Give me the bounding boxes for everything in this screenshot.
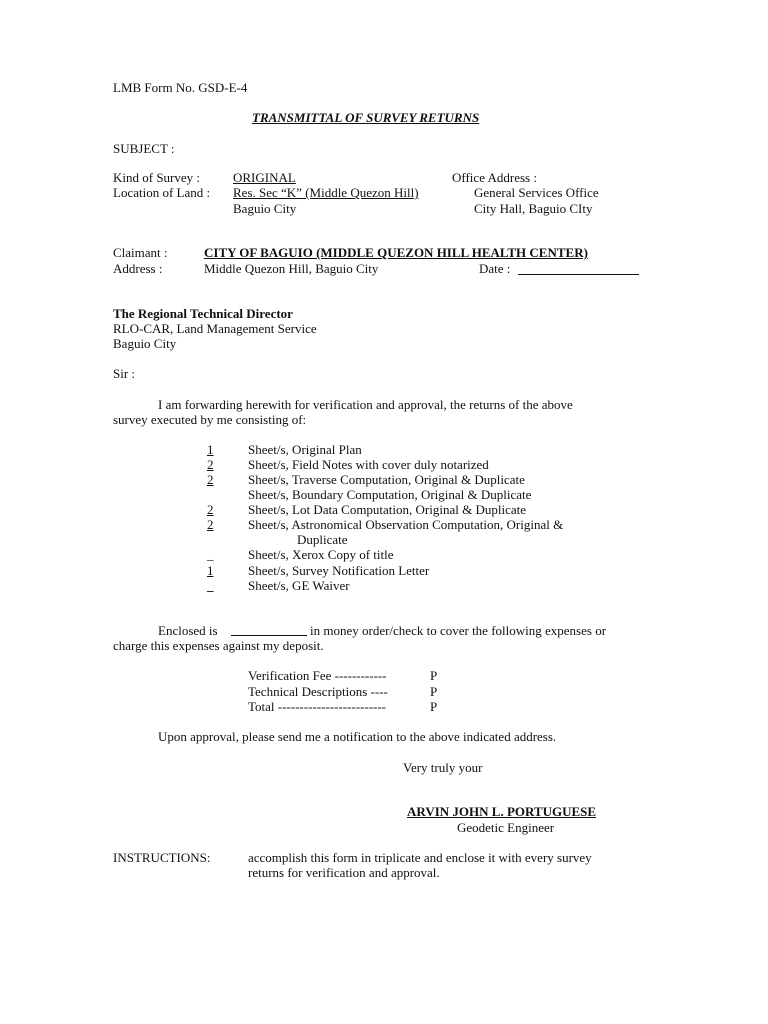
claimant-label: Claimant : xyxy=(113,245,168,260)
sheet-description: Sheet/s, Original Plan xyxy=(248,442,362,457)
form-number: LMB Form No. GSD-E-4 xyxy=(113,80,248,95)
sheet-count: _ xyxy=(207,578,214,593)
fee-currency: P xyxy=(430,699,438,714)
addressee-title: The Regional Technical Director xyxy=(113,306,293,321)
closing-salutation: Very truly your xyxy=(403,760,483,775)
document-title: TRANSMITTAL OF SURVEY RETURNS xyxy=(252,110,480,125)
signatory-name: ARVIN JOHN L. PORTUGUESE xyxy=(407,804,597,819)
sheet-description: Sheet/s, Lot Data Computation, Original & Duplicate xyxy=(248,502,527,517)
location-of-land-label: Location of Land : xyxy=(113,185,211,200)
fee-label: Total ------------------------- xyxy=(248,699,387,714)
subject-label: SUBJECT : xyxy=(113,141,175,156)
sheet-description-continued: Duplicate xyxy=(297,532,348,547)
sheet-description: Sheet/s, Astronomical Observation Computation, Original & xyxy=(248,517,564,532)
sheet-count: 2 xyxy=(207,472,214,487)
sheet-description: Sheet/s, GE Waiver xyxy=(248,578,350,593)
sheet-count: 2 xyxy=(207,457,214,472)
kind-of-survey-value: ORIGINAL xyxy=(233,170,296,185)
sheet-count: 2 xyxy=(207,502,214,517)
address-value: Middle Quezon Hill, Baguio City xyxy=(204,261,379,276)
instructions-line-2: returns for verification and approval. xyxy=(248,865,440,880)
sheet-count: 1 xyxy=(207,442,214,457)
fee-label: Technical Descriptions ---- xyxy=(248,684,388,699)
body-paragraph-line-1: I am forwarding herewith for verification and approval, the returns of the above xyxy=(158,397,573,412)
sheet-count: _ xyxy=(207,547,214,562)
instructions-line-1: accomplish this form in triplicate and enclose it with every survey xyxy=(248,850,592,865)
sheet-description: Sheet/s, Survey Notification Letter xyxy=(248,563,430,578)
enclosed-amount-blank xyxy=(231,635,307,636)
sheet-description: Sheet/s, Field Notes with cover duly notarized xyxy=(248,457,489,472)
enclosed-suffix: in money order/check to cover the following expenses or xyxy=(310,623,607,638)
office-address-line-2: City Hall, Baguio CIty xyxy=(474,201,593,216)
fee-currency: P xyxy=(430,684,438,699)
enclosed-prefix: Enclosed is xyxy=(158,623,218,638)
sheet-description: Sheet/s, Boundary Computation, Original & Duplicate xyxy=(248,487,532,502)
signatory-title: Geodetic Engineer xyxy=(457,820,555,835)
claimant-value: CITY OF BAGUIO (MIDDLE QUEZON HILL HEALTH CENTER) xyxy=(204,245,588,260)
address-label: Address : xyxy=(113,261,163,276)
instructions-label: INSTRUCTIONS: xyxy=(113,850,211,865)
salutation: Sir : xyxy=(113,366,136,381)
fee-currency: P xyxy=(430,668,438,683)
location-of-land-value: Res. Sec “K” (Middle Quezon Hill) xyxy=(233,185,419,200)
location-of-land-city: Baguio City xyxy=(233,201,297,216)
date-label: Date : xyxy=(479,261,511,276)
addressee-office: RLO-CAR, Land Management Service xyxy=(113,321,317,336)
office-address-label: Office Address : xyxy=(452,170,537,185)
fee-label: Verification Fee ------------ xyxy=(248,668,387,683)
enclosed-line-2: charge this expenses against my deposit. xyxy=(113,638,324,653)
sheet-description: Sheet/s, Xerox Copy of title xyxy=(248,547,394,562)
sheet-count: 2 xyxy=(207,517,214,532)
addressee-city: Baguio City xyxy=(113,336,177,351)
upon-approval-text: Upon approval, please send me a notification to the above indicated address. xyxy=(158,729,557,744)
sheet-description: Sheet/s, Traverse Computation, Original & Duplicate xyxy=(248,472,525,487)
sheet-count: 1 xyxy=(207,563,214,578)
kind-of-survey-label: Kind of Survey : xyxy=(113,170,201,185)
date-blank-line xyxy=(518,274,639,275)
office-address-line-1: General Services Office xyxy=(474,185,599,200)
body-paragraph-line-2: survey executed by me consisting of: xyxy=(113,412,307,427)
